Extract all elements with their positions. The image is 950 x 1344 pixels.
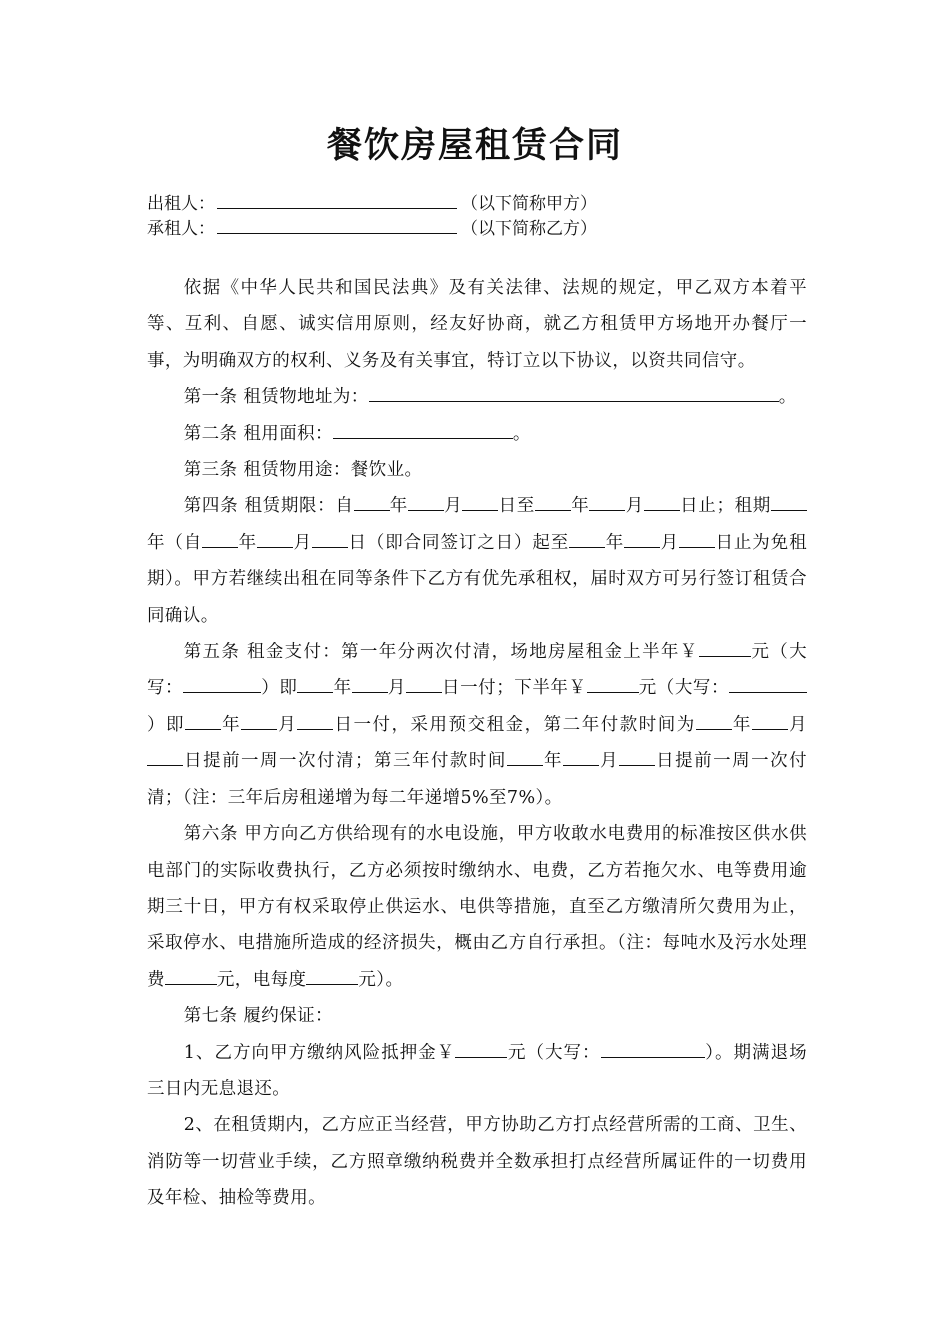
blank[interactable] (752, 711, 788, 730)
text: 日提前一周一次付清；第三年付款时间 (183, 751, 507, 772)
water-fee-blank[interactable] (165, 966, 217, 985)
blank[interactable] (147, 747, 183, 766)
text: 1、乙方向甲方缴纳风险抵押金￥ (183, 1042, 456, 1063)
blank[interactable] (241, 711, 277, 730)
document-title: 餐饮房屋租赁合同 (326, 125, 623, 166)
text: 元，电每度 (216, 969, 307, 990)
blank[interactable] (408, 492, 444, 511)
lessor-blank[interactable] (217, 192, 457, 209)
blank[interactable] (696, 711, 732, 730)
blank[interactable] (312, 529, 348, 548)
text: 元（大写： (638, 678, 730, 699)
article-7-item-2: 2、在租赁期内，乙方应正当经营，甲方协助乙方打点经营所需的工商、卫生、消防等一切营业手续，乙方照章缴纳税费并全数承担打点经营所属证件的一切费用及年检、抽检等费用。 (147, 1115, 807, 1209)
area-blank[interactable] (333, 420, 513, 439)
text: 月 (293, 532, 312, 553)
deposit-words-blank[interactable] (601, 1039, 705, 1058)
article-2 (147, 416, 807, 452)
blank[interactable] (406, 674, 442, 693)
blank[interactable] (699, 638, 751, 657)
article-6 (147, 816, 807, 998)
text: 年（自 (147, 532, 203, 553)
blank[interactable] (569, 529, 605, 548)
article-2-end: 。 (512, 423, 531, 444)
text: 年 (605, 532, 625, 553)
article-2-text: 第二条 租用面积： (183, 423, 333, 444)
lessor-line (147, 192, 597, 215)
text: 第四条 租赁期限：自 (183, 496, 354, 517)
text: 日一付；下半年￥ (441, 678, 587, 699)
article-7-item-1 (147, 1035, 807, 1108)
electricity-fee-blank[interactable] (306, 966, 358, 985)
lessor-note: （以下简称甲方） (461, 194, 597, 214)
text: ）即 (261, 678, 298, 699)
article-7-heading: 第七条 履约保证： (183, 1006, 333, 1027)
text: 年 (221, 714, 242, 735)
text: 年 (389, 496, 408, 517)
text: 日（即合同签订之日）起至 (347, 532, 570, 553)
text: 月 (443, 496, 463, 517)
blank[interactable] (202, 529, 238, 548)
blank[interactable] (185, 711, 221, 730)
blank[interactable] (257, 529, 293, 548)
blank[interactable] (587, 674, 639, 693)
text: ）。期满退场三日内无息退还。 (147, 1042, 808, 1099)
contract-body (147, 270, 807, 1217)
lessee-label: 承租人： (147, 219, 215, 239)
intro-paragraph: 依据《中华人民共和国民法典》及有关法律、法规的规定，甲乙双方本着平等、互利、自愿、诚实信用原则，经友好协商，就乙方租赁甲方场地开办餐厅一事，为明确双方的权利、义务及有关事宜，特订立以下协议，以资共同信守。 (147, 278, 807, 371)
article-5 (147, 634, 807, 816)
text: 第六条 甲方向乙方供给现有的水电设施，甲方收敢水电费用的标准按区供水供电部门的实际收费执行，乙方必须按时缴纳水、电费，乙方若拖欠水、电等费用逾期三十日，甲方有权采取停止供运水、电供等措施，直至乙方缴清所欠费用为止，采取停水、电措施所造成的经济损失，概由乙方自行承担。（注：每吨水及污水处理费 (147, 824, 807, 990)
blank[interactable] (535, 492, 571, 511)
text: 年 (333, 678, 352, 699)
text: 日止；租期 (679, 496, 771, 517)
text: 年 (238, 532, 258, 553)
text: 年 (731, 714, 752, 735)
text: 年 (570, 496, 590, 517)
text: 月 (387, 678, 406, 699)
text: 月 (598, 751, 620, 772)
blank[interactable] (619, 747, 655, 766)
lessee-note: （以下简称乙方） (461, 219, 597, 239)
article-3: 第三条 租赁物用途：餐饮业。 (183, 460, 423, 481)
blank[interactable] (729, 674, 807, 693)
blank[interactable] (589, 492, 625, 511)
blank[interactable] (507, 747, 543, 766)
text: 月 (787, 714, 807, 735)
blank[interactable] (624, 529, 660, 548)
text: 第五条 租金支付：第一年分两次付清，场地房屋租金上半年￥ (183, 642, 699, 663)
text: 日止为免租期）。甲方若继续出租在同等条件下乙方有优先承租权，届时双方可另行签订租赁合同确认。 (147, 532, 807, 626)
lessee-line (147, 217, 597, 240)
lessor-label: 出租人： (147, 194, 215, 214)
text: 日至 (498, 496, 535, 517)
address-blank[interactable] (369, 383, 779, 402)
text: 元）。 (358, 969, 404, 990)
blank[interactable] (679, 529, 715, 548)
article-4 (147, 488, 807, 634)
blank[interactable] (297, 674, 333, 693)
deposit-blank[interactable] (455, 1039, 507, 1058)
blank[interactable] (563, 747, 599, 766)
blank[interactable] (771, 492, 807, 511)
text: 月 (660, 532, 679, 553)
article-1 (147, 379, 807, 415)
blank[interactable] (644, 492, 680, 511)
text: 元（大写： (147, 642, 807, 699)
text: 元（大写： (507, 1042, 601, 1063)
blank[interactable] (183, 674, 261, 693)
lessee-blank[interactable] (217, 217, 457, 234)
text: 月 (277, 714, 298, 735)
text: 日一付，采用预交租金，第二年付款时间为 (333, 714, 696, 735)
text: 月 (625, 496, 644, 517)
article-1-end: 。 (778, 387, 797, 408)
text: 年 (542, 751, 563, 772)
blank[interactable] (297, 711, 333, 730)
blank[interactable] (462, 492, 498, 511)
text: 日提前一周一次付清；（注：三年后房租递增为每二年递增5%至7%）。 (147, 751, 807, 808)
blank[interactable] (352, 674, 388, 693)
article-1-text: 第一条 租赁物地址为： (183, 387, 369, 408)
blank[interactable] (354, 492, 390, 511)
text: ）即 (147, 714, 186, 735)
